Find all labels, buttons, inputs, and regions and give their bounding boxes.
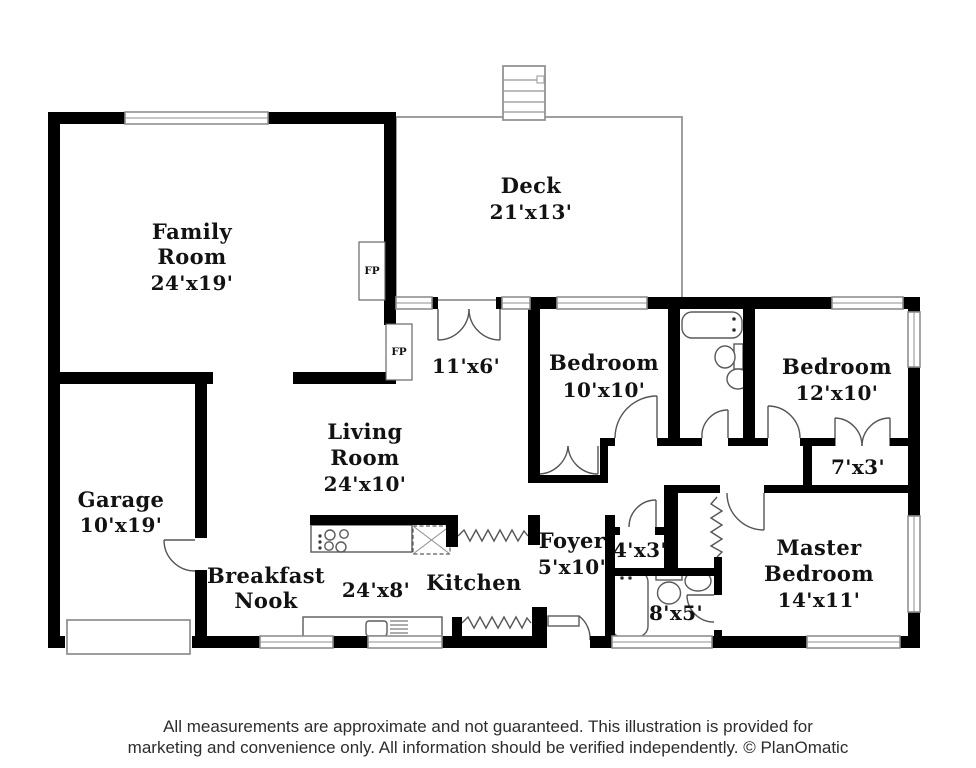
- window: [260, 636, 333, 648]
- toilet-icon: [715, 344, 743, 369]
- window: [832, 297, 903, 309]
- family-room-label: Family: [151, 219, 233, 244]
- bedroom2-label: Bedroom: [782, 354, 892, 379]
- master-door: [727, 493, 764, 530]
- living-room-dims: 24'x10': [323, 472, 407, 496]
- garage-dims: 10'x19': [79, 513, 163, 537]
- master-bedroom-dims: 14'x11': [777, 588, 861, 612]
- master-bedroom-label: Master: [776, 535, 862, 560]
- bathtub-icon: [682, 312, 742, 338]
- disclaimer: [128, 717, 849, 757]
- window: [125, 112, 268, 124]
- window: [368, 636, 442, 648]
- window: [502, 297, 530, 309]
- bedroom1-dims: 10'x10': [562, 378, 646, 402]
- window: [557, 297, 647, 309]
- foyer-closet-door: [629, 500, 656, 527]
- hall-bath-door: [702, 410, 728, 438]
- bathtub-icon: [611, 571, 648, 637]
- closet-7x3-dims: 7'x3': [830, 455, 886, 479]
- deck-dims: 21'x13': [489, 200, 573, 224]
- kitchen-passthrough-upper: [458, 530, 528, 541]
- window: [612, 636, 712, 648]
- garage-door: [67, 620, 190, 654]
- kitchen-passthrough-lower: [462, 617, 531, 628]
- breakfast-nook-label: Nook: [234, 588, 298, 613]
- bedroom1-door: [615, 396, 657, 438]
- bedroom2-dims: 12'x10': [795, 381, 879, 405]
- living-room-label: Living: [327, 419, 403, 444]
- front-door: [548, 616, 590, 640]
- fireplace-label: FP: [364, 265, 380, 277]
- window: [908, 516, 920, 612]
- window: [908, 312, 920, 367]
- foyer-dims: 5'x10': [537, 555, 607, 579]
- kitchen-upper-counter: [311, 525, 450, 554]
- breakfast-nook-dims: 24'x8': [341, 578, 411, 602]
- bedroom2-closet-doors: [835, 418, 890, 446]
- sun-area-dims: 11'x6': [431, 354, 501, 378]
- living-room-label: Room: [330, 445, 400, 470]
- closet-4x3-dims: 4'x3': [612, 538, 668, 562]
- garage-label: Garage: [77, 487, 165, 512]
- foyer-label: Foyer: [538, 528, 606, 553]
- refrigerator-icon: [413, 526, 450, 554]
- breakfast-nook-label: Breakfast: [206, 563, 326, 588]
- fireplace-upper: [359, 242, 385, 300]
- fireplace-label: FP: [391, 346, 407, 358]
- kitchen-sink-icon: [366, 621, 387, 636]
- hall-bathroom-fixtures: [682, 312, 749, 389]
- window: [807, 636, 900, 648]
- master-bath-dims: 8'x5': [648, 601, 704, 625]
- family-room-dims: 24'x19': [150, 271, 234, 295]
- bedroom2-door: [768, 406, 800, 438]
- disclaimer-line2: marketing and convenience only. All information should be verified independently. © PlanOmatic: [127, 738, 849, 757]
- bedroom1-closet-doors: [538, 446, 598, 474]
- kitchen-label: Kitchen: [426, 570, 522, 595]
- disclaimer-line1: All measurements are approximate and not guaranteed. This illustration is provided for: [163, 717, 813, 736]
- window: [396, 297, 432, 309]
- garage-entry-door: [164, 540, 195, 571]
- french-door: [438, 309, 500, 340]
- fireplace-lower: [386, 324, 412, 380]
- deck-label: Deck: [500, 173, 562, 198]
- bedroom1-label: Bedroom: [549, 350, 659, 375]
- master-closet-bifold: [711, 497, 722, 557]
- master-bedroom-label: Bedroom: [764, 561, 874, 586]
- family-room-label: Room: [157, 244, 227, 269]
